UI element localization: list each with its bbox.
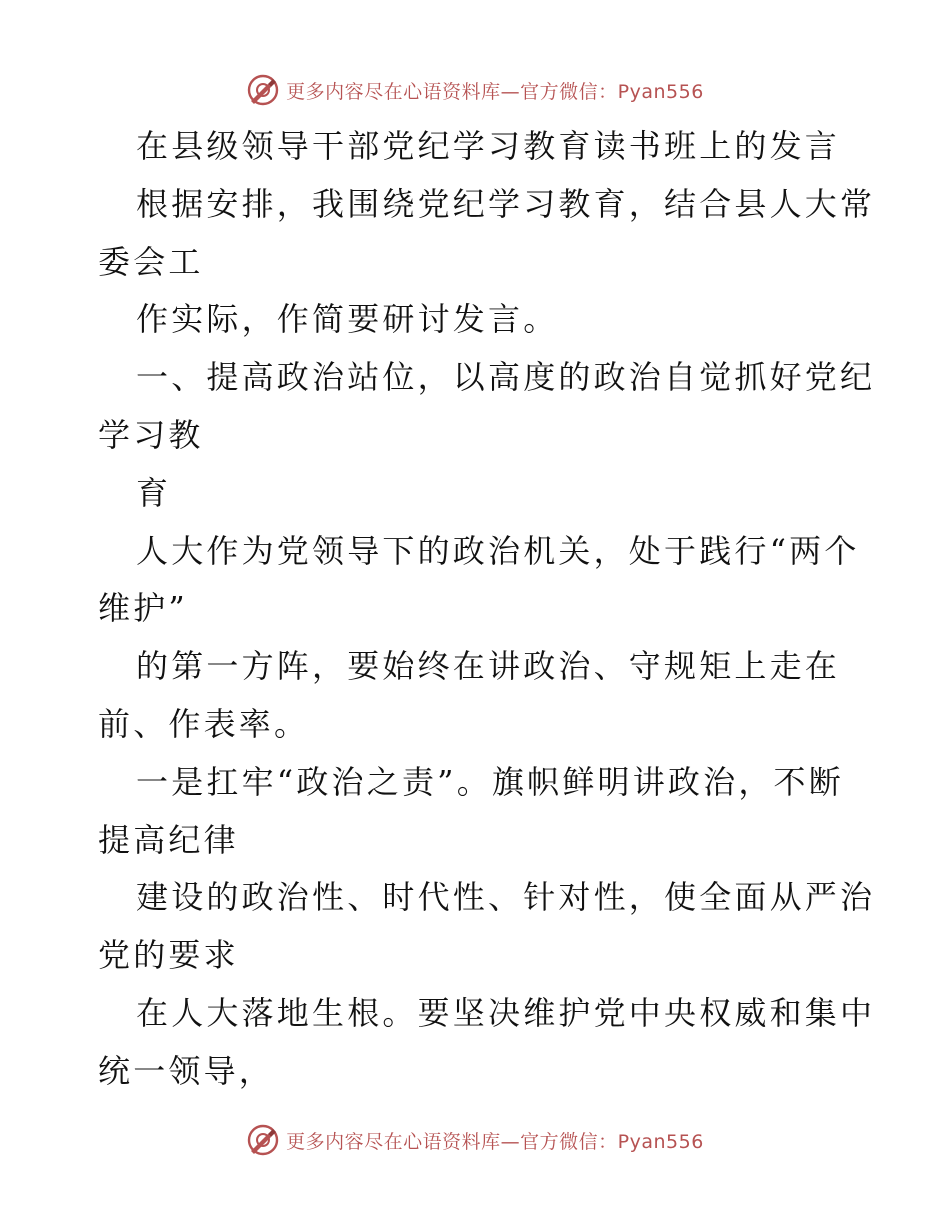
paragraph-line: 提高纪律 xyxy=(98,820,239,859)
paragraph-line: 在人大落地生根。要坚决维护党中央权威和集中 xyxy=(136,993,876,1032)
paragraph-line: 统一领导， xyxy=(98,1051,275,1090)
paragraph-line: 建设的政治性、时代性、针对性，使全面从严治 xyxy=(136,878,876,917)
paragraph-line: 前、作表率。 xyxy=(98,704,310,743)
section-heading-line: 学习教 xyxy=(98,415,204,454)
document-body xyxy=(98,118,876,1101)
paragraph-line: 党的要求 xyxy=(98,936,239,975)
paragraph-line: 的第一方阵，要始终在讲政治、守规矩上走在 xyxy=(136,647,841,686)
section-heading: 一、提高政治站位，以高度的政治自觉抓好党纪 xyxy=(136,358,876,397)
paragraph-line: 人大作为党领导下的政治机关，处于践行“两个 xyxy=(136,531,860,570)
header-watermark-text: 更多内容尽在心语资料库—官方微信：Pyan556 xyxy=(286,80,704,103)
paragraph-line: 委会工 xyxy=(98,242,204,281)
section-heading-line: 育 xyxy=(136,473,172,512)
pen-logo-icon xyxy=(246,1123,280,1157)
paragraph-line: 维护” xyxy=(98,589,188,628)
document-title: 在县级领导干部党纪学习教育读书班上的发言 xyxy=(136,127,841,165)
paragraph-line: 一是扛牢“政治之责”。旗帜鲜明讲政治，不断 xyxy=(136,762,844,801)
footer-watermark-banner xyxy=(0,1122,950,1158)
paragraph-line: 根据安排，我围绕党纪学习教育，结合县人大常 xyxy=(136,184,876,223)
header-watermark-banner xyxy=(0,72,950,108)
paragraph-line: 作实际，作简要研讨发言。 xyxy=(136,300,559,339)
footer-watermark-text: 更多内容尽在心语资料库—官方微信：Pyan556 xyxy=(286,1130,704,1153)
pen-logo-icon xyxy=(246,73,280,107)
